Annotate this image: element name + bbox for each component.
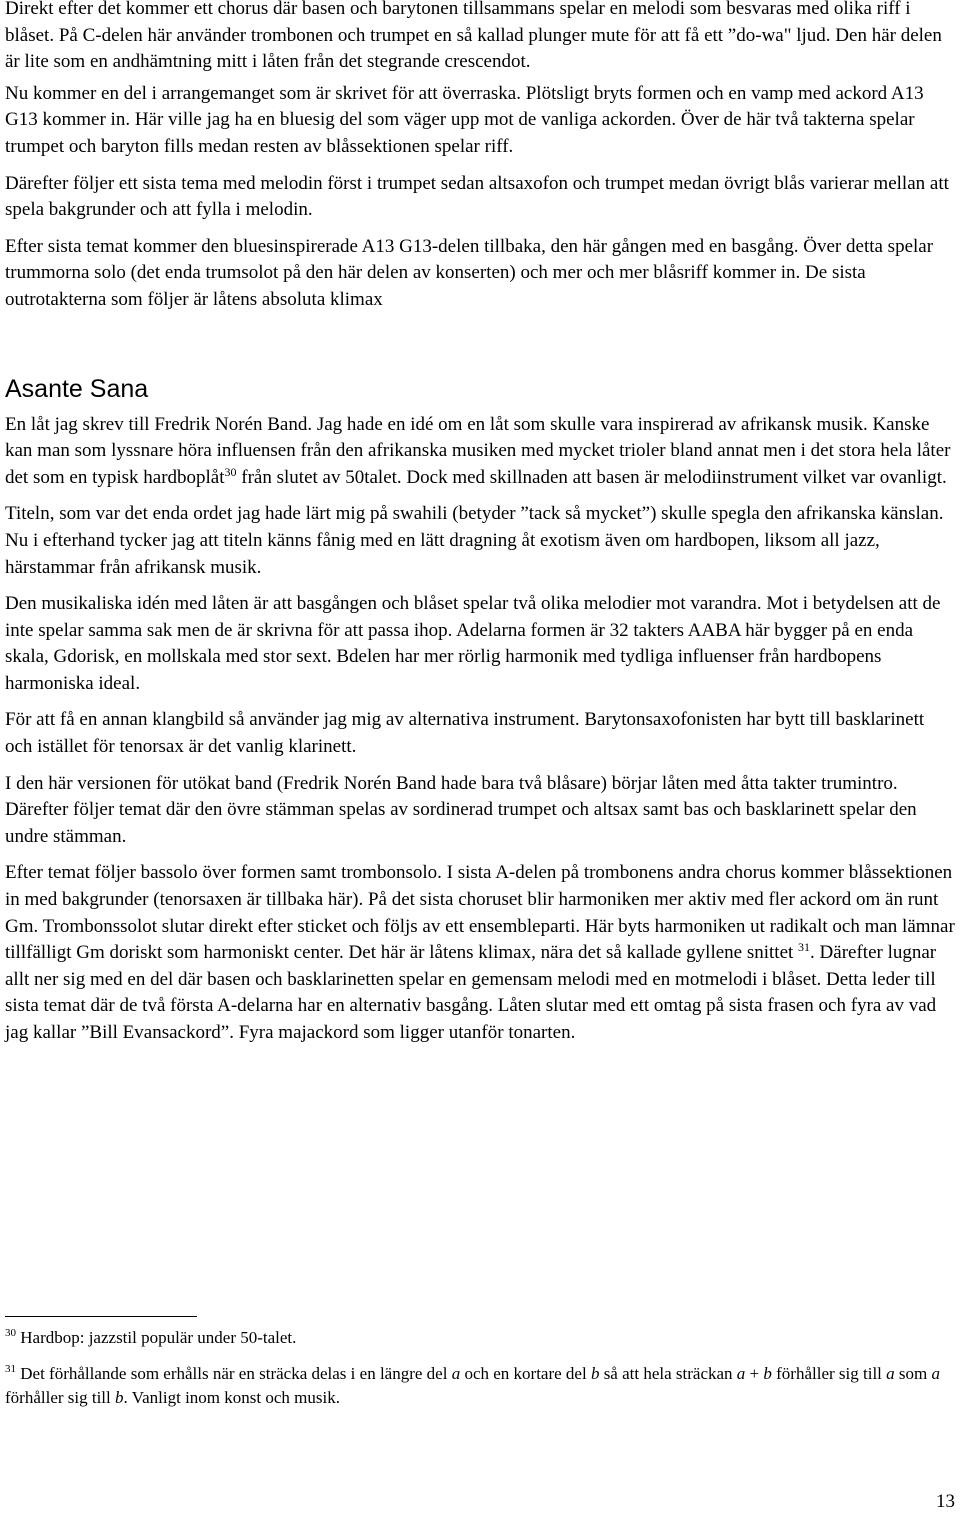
footnote-divider	[5, 1316, 197, 1317]
footnote-ref-31: 31	[798, 940, 811, 955]
paragraph-title: Titeln, som var det enda ordet jag hade lärt mig på swahili (betyder ”tack så mycket”) skulle spegla den afrikanska känslan. Nu i efterhand tycker jag att titeln känns fånig med en lätt dragning åt exotism även om hardbopen, liksom all jazz, härstammar från afrikansk musik.	[5, 503, 944, 578]
paragraph-outro: Efter sista temat kommer den bluesinspirerade A13 G13-delen tillbaka, den här gången med en basgång. Över detta spelar trummorna solo (det enda trumsolot på den här delen av konserten) och mer och mer blåsriff kommer in. De sista outrotakterna som följer är låtens absoluta klimax	[5, 235, 934, 310]
paragraph-intro	[5, 412, 955, 492]
variable-b: b	[115, 1388, 124, 1407]
paragraph-solos-text-end: . Därefter lugnar allt ner sig med en del där basen och basklarinetten spelar en gemensam melodi med en motmelodi i blåset. Detta leder till sista temat där de två första A-delarna har en alternativ basgång. Låten slutar med ett omtag på sista frasen och fyra av vad jag kallar ”Bill Evansackord”. Fyra majackord som ligger utanför tonarten.	[5, 942, 937, 1043]
variable-a: a	[451, 1364, 461, 1383]
page-number: 13	[936, 1491, 955, 1512]
document-page	[5, 0, 955, 1525]
footnote-ref-30: 30	[224, 464, 237, 479]
paragraph-intro-text: En låt jag skrev till Fredrik Norén Band. Jag hade en idé om en låt som skulle vara inspirerad av afrikansk musik. Kanske kan man som lyssnare höra influensen från den afrikanska musiken med mycket trioler bland annat men i det stora hela låter det som en typisk hardboplåt	[5, 413, 951, 488]
paragraph-vamp: Nu kommer en del i arrangemanget som är skrivet för att överraska. Plötsligt bryts formen och en vamp med ackord A13 G13 kommer in. Här ville jag ha en bluesig del som väger upp mot de vanliga ackorden. Över de här två takterna spelar trumpet och baryton fills medan resten av blåssektionen spelar riff.	[5, 82, 924, 157]
variable-a: a	[931, 1364, 940, 1383]
footnote-text: . Vanligt inom konst och musik.	[123, 1388, 340, 1407]
footnote-number: 30	[5, 1327, 16, 1339]
footnote-text: som	[894, 1364, 932, 1383]
paragraph-intro-text-end: från slutet av 50talet. Dock med skillnaden att basen är melodiinstrument vilket var ovanligt.	[236, 466, 947, 488]
footnote-text: +	[745, 1364, 764, 1383]
footnote-text: förhåller sig till	[5, 1388, 116, 1407]
footnote-number: 31	[5, 1363, 16, 1375]
section-heading: Asante Sana	[5, 374, 149, 403]
variable-a: a	[886, 1364, 895, 1383]
paragraph-solos-text: Efter temat följer bassolo över formen samt trombonsolo. I sista A-delen på trombonens andra chorus kommer blåssektionen in med bakgrunder (tenorsaxen är tillbaka här). På det sista choruset blir harmoniken mer aktiv med fler ackord om än runt Gm. Trombonssolot slutar direkt efter sticket och följs av ett ensembleparti. Här byts harmoniken ut radikalt och man lämnar tillfälligt Gm doriskt som harmoniskt center. Det här är låtens klimax, nära det så kallade gyllene snittet	[5, 862, 955, 964]
paragraph-solos	[5, 860, 955, 1046]
variable-a: a	[736, 1364, 746, 1383]
variable-b: b	[590, 1364, 600, 1383]
footnote-31	[5, 1362, 955, 1410]
footnote-text: Det förhållande som erhålls när en sträcka delas i en längre del	[20, 1364, 452, 1383]
paragraph-instruments: För att få en annan klangbild så använder jag mig av alternativa instrument. Barytonsaxofonisten har bytt till basklarinett och istället för tenorsax är det vanlig klarinett.	[5, 709, 925, 758]
footnote-text: Hardbop: jazzstil populär under 50-talet.	[20, 1328, 297, 1347]
paragraph-version: I den här versionen för utökat band (Fredrik Norén Band hade bara två blåsare) börjar låten med åtta takter trumintro. Därefter följer temat där den övre stämman spelas av sordinerad trumpet och altsax samt bas och basklarinett spelar den undre stämman.	[5, 772, 917, 847]
footnote-30	[5, 1326, 955, 1350]
paragraph-chorus: Direkt efter det kommer ett chorus där basen och barytonen tillsammans spelar en melodi som besvaras med olika riff i blåset. På C-delen här använder trombonen och trumpet en så kallad plunger mute för att få ett ”do-wa" ljud. Den här delen är lite som en andhämtning mitt i låten från det stegrande crescendot.	[5, 0, 942, 73]
paragraph-musical-idea: Den musikaliska idén med låten är att basgången och blåset spelar två olika melodier mot varandra. Mot i betydelsen att de inte spelar samma sak men de är skrivna för att passa ihop. Adelarna formen är 32 takters AABA här bygger på en enda skala, Gdorisk, en mollskala med stor sext. Bdelen har mer rörlig harmonik med tydliga influenser från hardbopens harmoniska ideal.	[5, 593, 941, 694]
footnotes	[5, 1326, 955, 1422]
variable-b: b	[763, 1364, 772, 1383]
footnote-text: förhåller sig till	[771, 1364, 887, 1383]
paragraph-last-theme: Därefter följer ett sista tema med melodin först i trumpet sedan altsaxofon och trumpet medan övrigt blås varierar mellan att spela bakgrunder och att fylla i melodin.	[5, 172, 949, 221]
footnote-text: så att hela sträckan	[599, 1364, 737, 1383]
footnote-text: och en kortare del	[460, 1364, 591, 1383]
